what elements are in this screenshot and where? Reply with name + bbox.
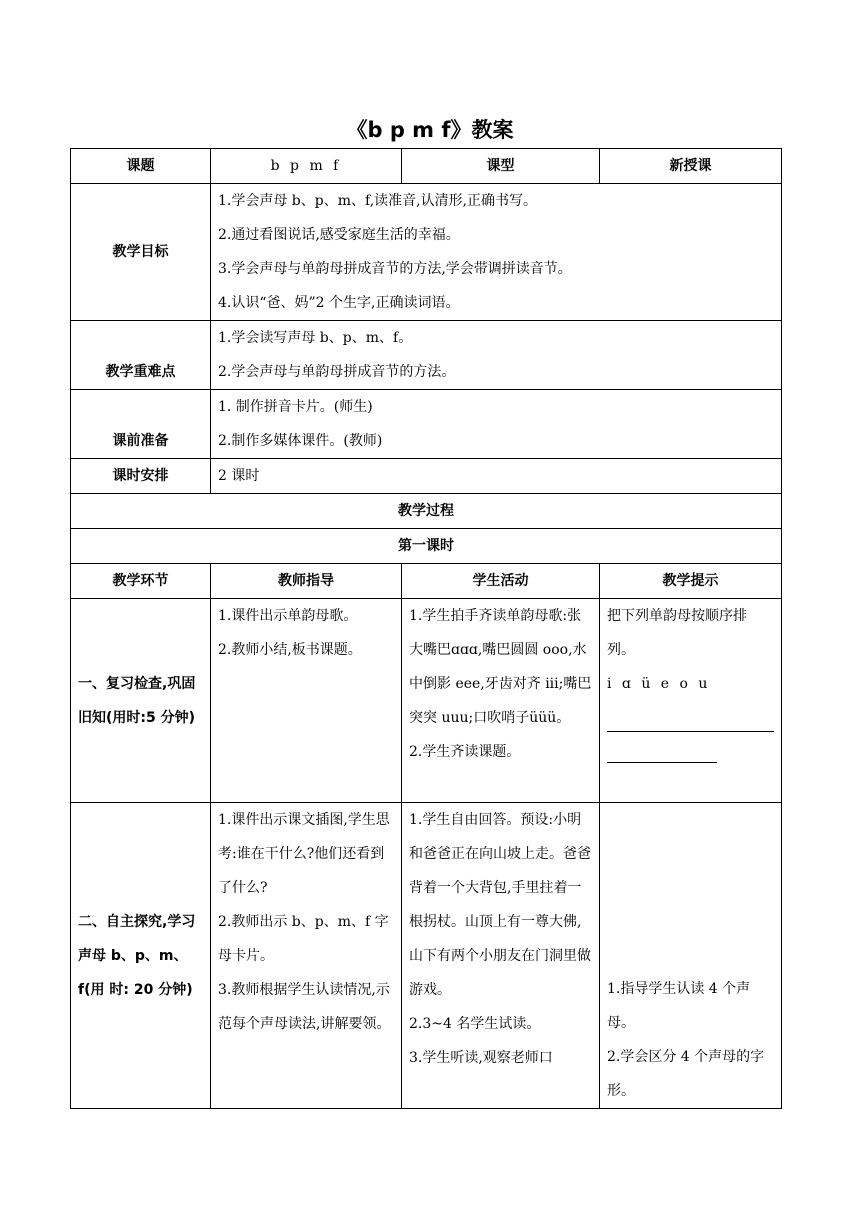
teacher-guidance [211, 803, 402, 1109]
schedule-label: 课时安排 [71, 459, 211, 494]
stage-row [71, 599, 782, 803]
stage-row [71, 803, 782, 1109]
preparation-item: 1. 制作拼音卡片。(师生) [218, 399, 373, 415]
topic-value: b p m f [211, 149, 402, 184]
teacher-item: 1.课件出示课文插图,学生思考:谁在干什么?他们还看到了什么? [218, 812, 390, 896]
student-item: 2.3~4 名学生试读。 [409, 1016, 541, 1032]
column-header: 教师指导 [211, 564, 402, 599]
teacher-item: 1.课件出示单韵母歌。 [218, 608, 358, 624]
type-value: 新授课 [600, 149, 782, 184]
schedule-row [71, 459, 782, 494]
process-heading-row [71, 494, 782, 529]
teacher-item: 2.教师出示 b、p、m、f 字母卡片。 [218, 914, 389, 964]
goals-label: 教学目标 [71, 184, 211, 321]
column-header-row [71, 564, 782, 599]
page-title: 《b p m f》教案 [346, 118, 514, 142]
key-points-content [211, 321, 782, 390]
goals-row [71, 184, 782, 321]
student-item: 1.学生自由回答。预设:小明和爸爸正在向山坡上走。爸爸背着一个大背包,手里拄着一根拐杖。山顶上有一尊大佛,山下有两个小朋友在门洞里做游戏。 [409, 812, 591, 998]
preparation-label: 课前准备 [71, 390, 211, 459]
preparation-content [211, 390, 782, 459]
tip-item: 把下列单韵母按顺序排列。 [607, 608, 747, 658]
goals-content [211, 184, 782, 321]
preparation-row [71, 390, 782, 459]
tip-item: 1.指导学生认读 4 个声母。 [607, 981, 751, 1031]
student-activity [402, 803, 600, 1109]
answer-blank-line [607, 732, 717, 763]
key-points-row [71, 321, 782, 390]
student-activity [402, 599, 600, 803]
key-point-item: 2.学会声母与单韵母拼成音节的方法。 [218, 364, 456, 380]
lesson-heading: 第一课时 [71, 529, 782, 564]
column-header: 教学提示 [600, 564, 782, 599]
goal-item: 1.学会声母 b、p、m、f,读准音,认清形,正确书写。 [218, 193, 538, 209]
goal-item: 4.认识“爸、妈”2 个生字,正确读词语。 [218, 295, 460, 311]
tip-item: i ɑ ü e o u [607, 676, 708, 692]
topic-label: 课题 [71, 149, 211, 184]
student-item: 1.学生拍手齐读单韵母歌:张大嘴巴ɑɑɑ,嘴巴圆圆 ooo,水中倒影 eee,牙齿对齐 iii;嘴巴突突 uuu;口吹哨子üüü。 [409, 608, 592, 726]
stage-name: 一、复习检查,巩固旧知(用时:5 分钟) [71, 599, 211, 803]
teacher-item: 3.教师根据学生认读情况,示范每个声母读法,讲解要领。 [218, 982, 391, 1032]
lesson-plan-table [70, 148, 782, 1109]
goal-item: 2.通过看图说话,感受家庭生活的幸福。 [218, 227, 460, 243]
teacher-guidance [211, 599, 402, 803]
stage-name: 二、自主探究,学习声母 b、p、m、f(用 时: 20 分钟) [71, 803, 211, 1109]
schedule-value: 2 课时 [211, 459, 782, 494]
student-item: 2.学生齐读课题。 [409, 744, 521, 760]
goal-item: 3.学会声母与单韵母拼成音节的方法,学会带调拼读音节。 [218, 261, 572, 277]
answer-blank-line [607, 701, 774, 732]
teaching-tips [600, 803, 782, 1109]
teaching-tips [600, 599, 782, 803]
preparation-item: 2.制作多媒体课件。(教师) [218, 433, 383, 449]
process-heading: 教学过程 [71, 494, 782, 529]
tip-item: 2.学会区分 4 个声母的字形。 [607, 1049, 765, 1099]
column-header: 教学环节 [71, 564, 211, 599]
column-header: 学生活动 [402, 564, 600, 599]
type-label: 课型 [402, 149, 600, 184]
student-item: 3.学生听读,观察老师口 [409, 1050, 553, 1066]
teacher-item: 2.教师小结,板书课题。 [218, 642, 362, 658]
key-point-item: 1.学会读写声母 b、p、m、f。 [218, 330, 413, 346]
lesson-heading-row [71, 529, 782, 564]
key-points-label: 教学重难点 [71, 321, 211, 390]
info-row [71, 149, 782, 184]
